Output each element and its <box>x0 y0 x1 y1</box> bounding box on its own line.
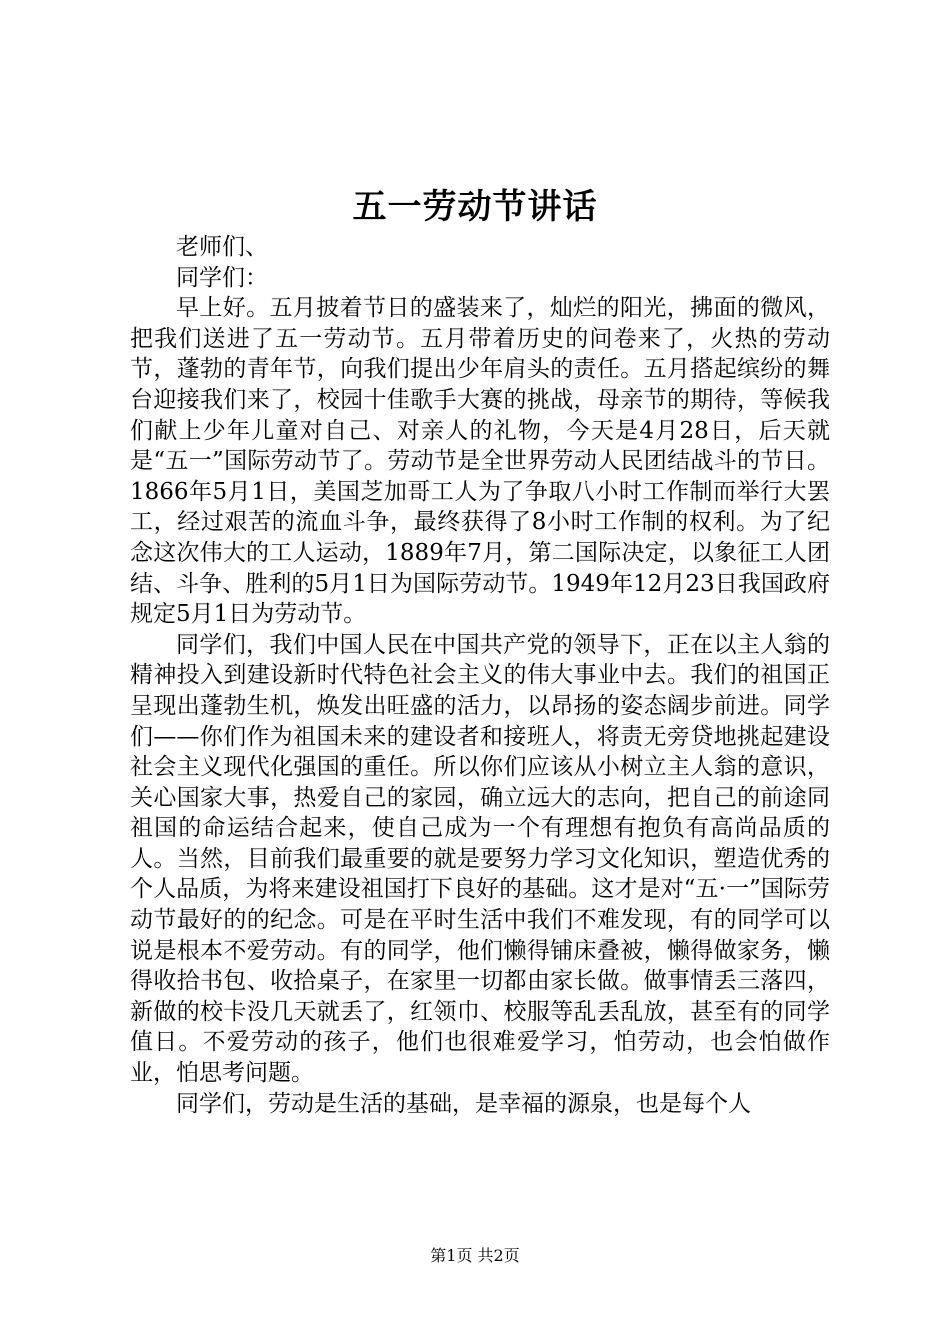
salutation-teachers: 老师们、 <box>176 234 268 260</box>
document-title: 五一劳动节讲话 <box>352 187 598 227</box>
salutation-students: 同学们： <box>176 264 268 291</box>
page-footer: 第1页 共2页 <box>430 1246 520 1265</box>
document-body <box>130 232 830 1119</box>
paragraph-intro: 早上好。五月披着节日的盛装来了，灿烂的阳光，拂面的微风，把我们送进了五一劳动节。五月带着历史的问卷来了，火热的劳动节，蓬勃的青年节，向我们提出少年肩头的责任。五月搭起缤纷的舞台迎接我们来了，校园十佳歌手大赛的挑战，母亲节的期待，等候我们献上少年儿童对自己、对亲人的礼物，今天是4月28日，后天就是“五一”国际劳动节了。劳动节是全世界劳动人民团结战斗的节日。1866年5月1日，美国芝加哥工人为了争取八小时工作制而举行大罢工，经过艰苦的流血斗争，最终获得了8小时工作制的权利。为了纪念这次伟大的工人运动，1889年7月，第二国际决定，以象征工人团结、斗争、胜利的5月1日为国际劳动节。1949年12月23日我国政府规定5月1日为劳动节。 <box>130 295 830 628</box>
paragraph-labor: 同学们，劳动是生活的基础，是幸福的源泉，也是每个人 <box>176 1090 751 1117</box>
paragraph-responsibility: 同学们，我们中国人民在中国共产党的领导下，正在以主人翁的精神投入到建设新时代特色社会主义的伟大事业中去。我们的祖国正呈现出蓬勃生机，焕发出旺盛的活力，以昂扬的姿态阔步前进。同学们——你们作为祖国未来的建设者和接班人，将责无旁贷地挑起建设社会主义现代化强国的重任。所以你们应该从小树立主人翁的意识，关心国家大事，热爱自己的家园，确立远大的志向，把自己的前途同祖国的命运结合起来，使自己成为一个有理想有抱负有高尚品质的人。当然，目前我们最重要的就是要努力学习文化知识，塑造优秀的个人品质，为将来建设祖国打下良好的基础。这才是对“五·一”国际劳动节最好的的纪念。可是在平时生活中我们不难发现，有的同学可以说是根本不爱劳动。有的同学，他们懒得铺床叠被，懒得做家务，懒得收拾书包、收拾桌子，在家里一切都由家长做。做事情丢三落四，新做的校卡没几天就丢了，红领巾、校服等乱丢乱放，甚至有的同学值日。不爱劳动的孩子，他们也很难爱学习，怕劳动，也会怕做作业，怕思考问题。 <box>130 631 830 1087</box>
